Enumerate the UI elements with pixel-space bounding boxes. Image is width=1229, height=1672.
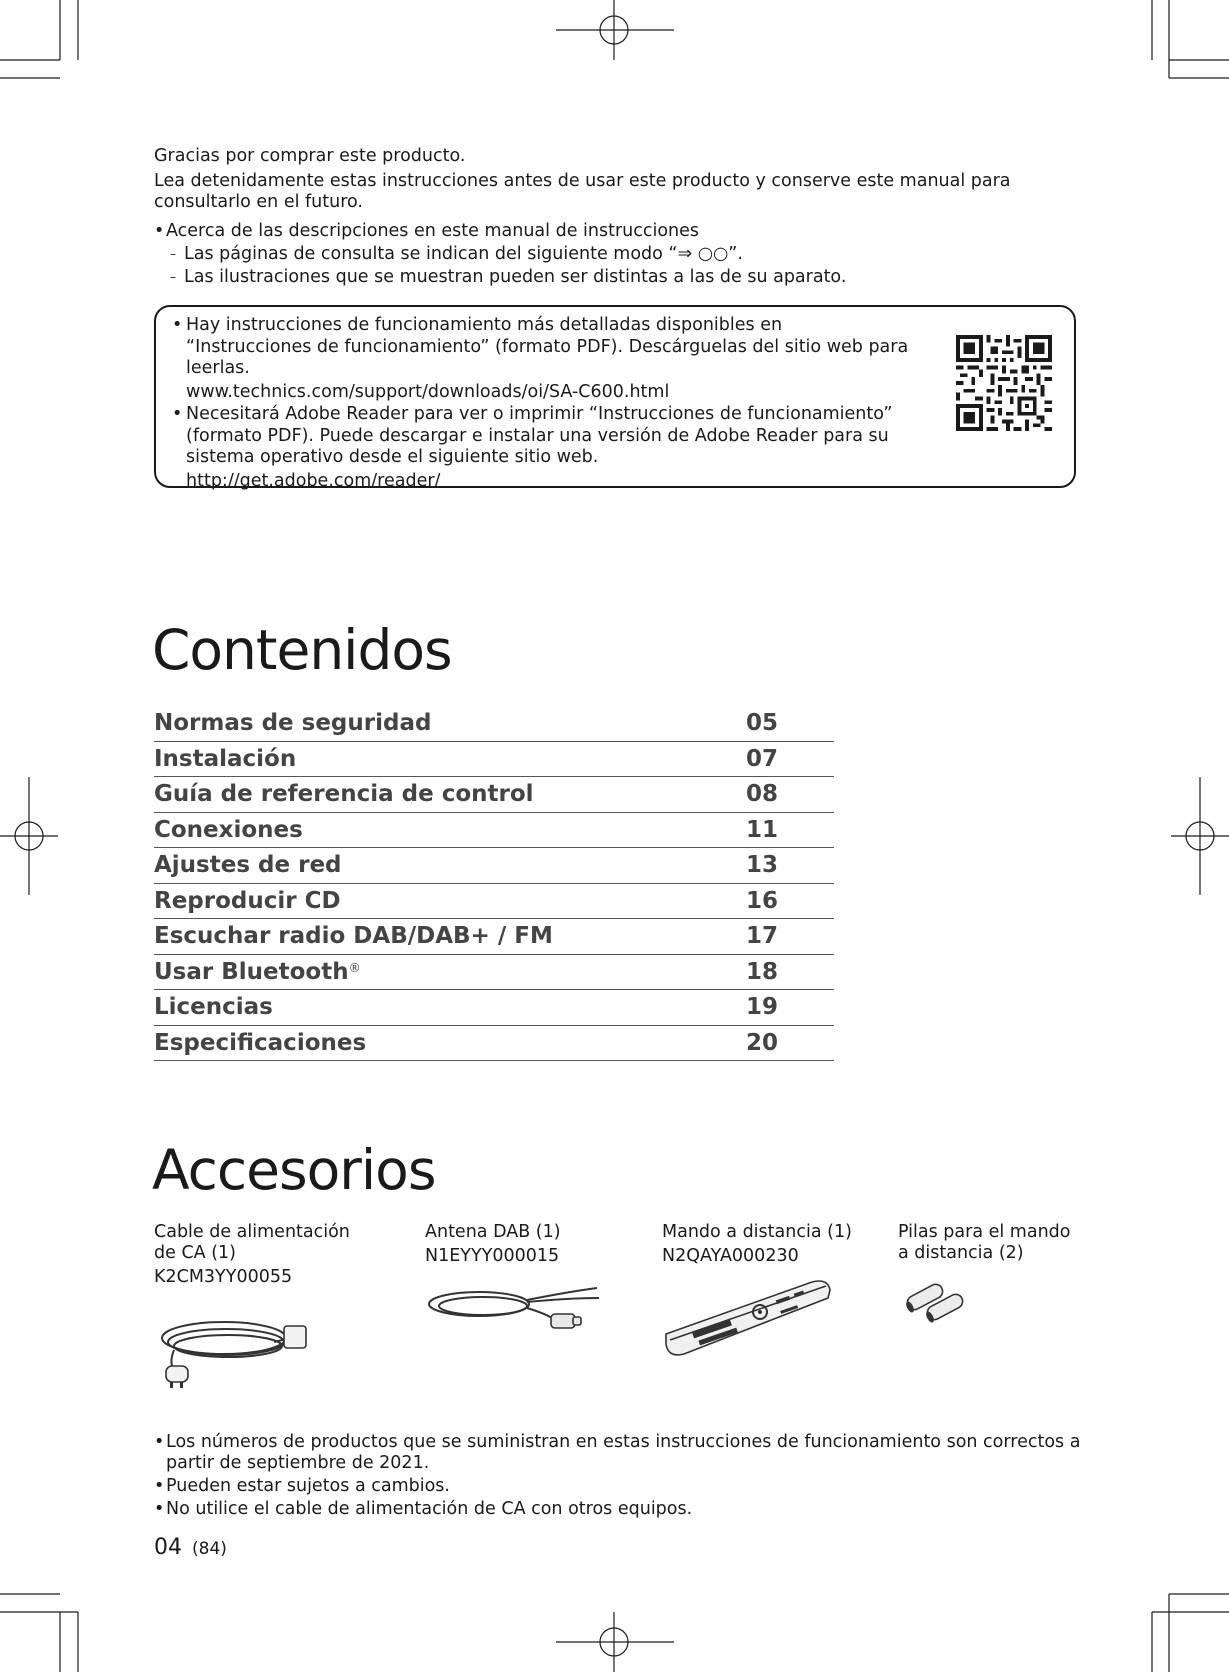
accessory-code: N1EYYY000015 xyxy=(425,1246,560,1266)
adobe-info-text: Necesitará Adobe Reader para ver o imprimir “Instrucciones de funcionamiento” (formato PDF). Puede descargar e instalar una versión de Adobe Reader para su sistema operativo desde el siguiente sitio web. xyxy=(186,404,893,467)
pdf-instructions-box xyxy=(154,305,1076,491)
toc-page: 07 xyxy=(746,745,779,772)
toc-page: 19 xyxy=(746,994,779,1021)
toc-label-text: Conexiones xyxy=(154,816,303,843)
toc-row[interactable] xyxy=(154,919,834,955)
power-cable-icon xyxy=(154,1300,314,1388)
accessories-heading: Accesorios xyxy=(152,1138,436,1202)
toc-row[interactable] xyxy=(154,706,834,742)
about-item-pages: – Las páginas de consulta se indican del siguiente modo “⇒ ○○”. xyxy=(154,244,1084,265)
adobe-info-item xyxy=(172,404,912,492)
remote-control-icon xyxy=(662,1278,832,1358)
toc-label-text: Reproducir CD xyxy=(154,887,341,914)
toc-row[interactable] xyxy=(154,955,834,991)
toc-label-text: Escuchar radio DAB/DAB+ / FM xyxy=(154,923,553,950)
toc-row[interactable] xyxy=(154,813,834,849)
accessory-name: Cable de alimentación xyxy=(154,1222,350,1242)
adobe-reader-link[interactable]: http://get.adobe.com/reader/ xyxy=(186,470,441,491)
accessory-name-cont: a distancia (2) xyxy=(898,1243,1024,1263)
accessory-code: K2CM3YY00055 xyxy=(154,1267,293,1287)
toc-row[interactable] xyxy=(154,848,834,884)
accessory-batteries xyxy=(898,1222,1098,1264)
toc-label xyxy=(154,994,746,1020)
accessory-name: Antena DAB (1) xyxy=(425,1222,561,1242)
toc-row[interactable] xyxy=(154,1026,834,1062)
toc-page: 13 xyxy=(746,852,779,879)
page-number xyxy=(154,1535,227,1560)
qr-code-icon[interactable] xyxy=(956,335,1052,431)
toc-label-text: Instalación xyxy=(154,745,297,772)
toc-label-text: Licencias xyxy=(154,994,273,1021)
toc-label xyxy=(154,781,746,807)
registered-mark: ® xyxy=(348,960,361,975)
accessory-dab-antenna xyxy=(425,1222,645,1267)
pdf-info-text: Hay instrucciones de funcionamiento más detalladas disponibles en “Instrucciones de funcionamiento” (formato PDF). Descárguelas del sitio web para leerlas. xyxy=(186,315,909,378)
table-of-contents xyxy=(154,706,834,1061)
toc-page: 16 xyxy=(746,887,779,914)
toc-page: 05 xyxy=(746,710,779,737)
toc-label xyxy=(154,710,746,736)
intro-section xyxy=(154,146,1084,288)
toc-row[interactable] xyxy=(154,990,834,1026)
technics-download-link[interactable]: www.technics.com/support/downloads/oi/SA-C600.html xyxy=(186,381,670,402)
page-number-main: 04 xyxy=(154,1535,182,1560)
toc-label xyxy=(154,852,746,878)
read-instructions-text: Lea detenidamente estas instrucciones antes de usar este producto y conserve este manual para consultarlo en el futuro. xyxy=(154,171,1011,212)
toc-page: 20 xyxy=(746,1029,779,1056)
toc-label xyxy=(154,888,746,914)
toc-label-text: Normas de seguridad xyxy=(154,710,432,737)
toc-label-text: Especificaciones xyxy=(154,1029,367,1056)
dab-antenna-icon xyxy=(427,1278,607,1338)
accessory-remote-control xyxy=(662,1222,892,1267)
product-notes xyxy=(154,1432,1084,1522)
accessory-name: Mando a distancia (1) xyxy=(662,1222,852,1242)
page-number-alt: (84) xyxy=(192,1539,227,1559)
contents-heading: Contenidos xyxy=(152,618,452,682)
toc-page: 18 xyxy=(746,958,779,985)
toc-label xyxy=(154,817,746,843)
pdf-info-item xyxy=(172,315,912,403)
toc-page: 08 xyxy=(746,781,779,808)
thanks-text: Gracias por comprar este producto. xyxy=(154,146,466,166)
toc-row[interactable] xyxy=(154,742,834,778)
note-item: • Los números de productos que se suministran en estas instrucciones de funcionamiento son correctos a partir de septiembre de 2021. xyxy=(154,1432,1084,1474)
toc-label-text: Ajustes de red xyxy=(154,852,342,879)
about-item-illustrations: – Las ilustraciones que se muestran pueden ser distintas a las de su aparato. xyxy=(154,267,1084,288)
accessory-name: Pilas para el mando xyxy=(898,1222,1071,1242)
note-item: • Pueden estar sujetos a cambios. xyxy=(154,1476,1084,1497)
toc-row[interactable] xyxy=(154,884,834,920)
toc-label xyxy=(154,746,746,772)
toc-page: 17 xyxy=(746,923,779,950)
toc-label xyxy=(154,959,746,985)
toc-label-text: Guía de referencia de control xyxy=(154,781,534,808)
about-descriptions-title: • Acerca de las descripciones en este manual de instrucciones xyxy=(154,221,1084,242)
toc-row[interactable] xyxy=(154,777,834,813)
accessory-code: N2QAYA000230 xyxy=(662,1246,799,1266)
toc-page: 11 xyxy=(746,816,779,843)
accessory-power-cable xyxy=(154,1222,384,1288)
toc-label xyxy=(154,1030,746,1056)
toc-label-text: Usar Bluetooth xyxy=(154,958,349,985)
batteries-icon xyxy=(900,1278,980,1330)
note-item: • No utilice el cable de alimentación de CA con otros equipos. xyxy=(154,1499,1084,1520)
toc-label xyxy=(154,923,746,949)
accessory-name-cont: de CA (1) xyxy=(154,1243,236,1263)
